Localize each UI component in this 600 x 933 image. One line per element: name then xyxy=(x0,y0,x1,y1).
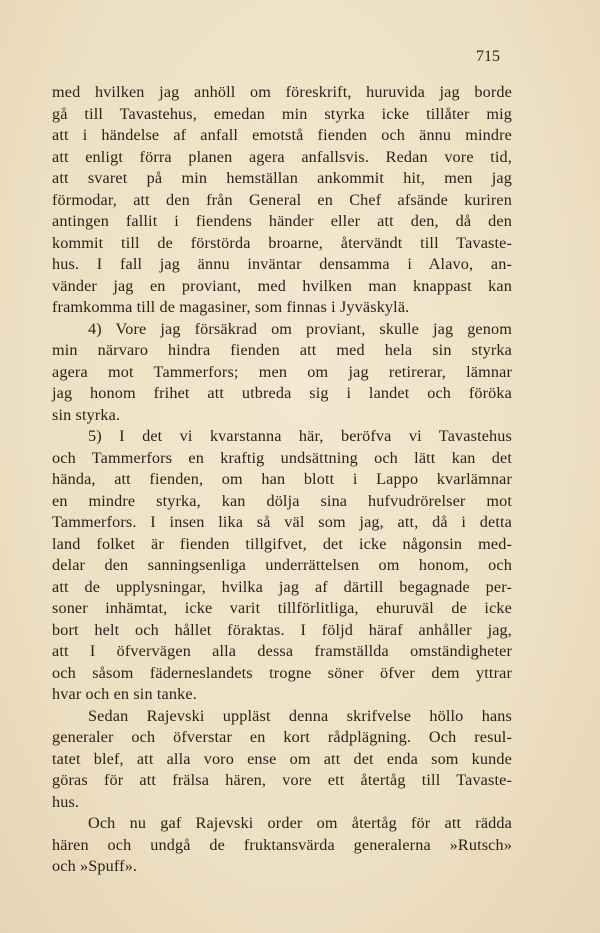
text-line: och såsom fäderneslandets trogne söner öfver dem yttrar xyxy=(52,663,512,682)
text-line: kommit till de förstörda broarne, återvändt till Tavaste- xyxy=(52,233,512,252)
text-line: att enligt förra planen agera anfallsvis. Redan vore tid, xyxy=(52,147,512,166)
text-line: att i händelse af anfall emotstå fienden och ännu mindre xyxy=(52,126,512,144)
text-line: hvar och en sin tanke. xyxy=(52,685,197,703)
text-line: tatet blef, att alla voro ense om att det enda som kunde xyxy=(52,749,512,768)
text-line: att svaret på min hemställan ankommit hit, men jag xyxy=(52,169,512,187)
text-line: Tammerfors. I insen lika så väl som jag, att, då i detta xyxy=(52,513,512,531)
text-line: förmodar, att den från General en Chef afsände kuriren xyxy=(52,190,512,209)
page-number: 715 xyxy=(476,48,500,65)
text-line: 5) I det vi kvarstanna här, beröfva vi Tavastehus xyxy=(88,427,512,445)
text-line: framkomma till de magasiner, som finnas i Jyväskylä. xyxy=(52,298,410,316)
text-line: soner inhämtat, icke varit tillförlitliga, ehuruväl de icke xyxy=(52,599,512,617)
text-line: 4) Vore jag försäkrad om proviant, skulle jag genom xyxy=(88,319,512,338)
text-line: sin styrka. xyxy=(52,405,121,424)
text-line: antingen fallit i fiendens händer eller att den, då den xyxy=(52,212,512,230)
text-line: Och nu gaf Rajevski order om återtåg för att rädda xyxy=(88,814,512,832)
text-line: min närvaro hindra fienden att med hela sin styrka xyxy=(52,341,512,359)
text-line: bort helt och hållet föraktas. I följd häraf anhåller jag, xyxy=(52,620,512,639)
text-line: vänder jag en proviant, med hvilken man knappast kan xyxy=(52,276,512,295)
text-line: med hvilken jag anhöll om föreskrift, huruvida jag borde xyxy=(52,83,512,101)
text-line: agera mot Tammerfors; men om jag retirerar, lämnar xyxy=(52,362,512,381)
text-line: att de upplysningar, hvilka jag af därtill begagnade per- xyxy=(52,577,512,596)
text-line: jag honom frihet att utbreda sig i landet och föröka xyxy=(52,384,512,402)
text-line: och »Spuff». xyxy=(52,857,138,875)
text-line: generaler och öfverstar en kort rådplägning. Och resul- xyxy=(52,728,512,746)
text-line: hären och undgå de fruktansvärda generalerna »Rutsch» xyxy=(52,835,512,854)
text-line: att I öfvervägen alla dessa framställda omständigheter xyxy=(52,642,512,660)
text-line: göras för att frälsa hären, vore ett återtåg till Tavaste- xyxy=(52,771,512,789)
text-line: gå till Tavastehus, emedan min styrka icke tillåter mig xyxy=(52,104,512,123)
text-line: hus. xyxy=(52,792,80,811)
text-line: en mindre styrka, kan dölja sina hufvudrörelser mot xyxy=(52,491,512,510)
text-line: delar den sanningsenliga underrättelsen om honom, och xyxy=(52,556,512,574)
body-text xyxy=(52,82,512,878)
text-line: hända, att fienden, om han blott i Lappo kvarlämnar xyxy=(52,470,512,488)
text-line: Sedan Rajevski uppläst denna skrifvelse höllo hans xyxy=(88,706,512,725)
text-line: och Tammerfors en kraftig undsättning och lätt kan det xyxy=(52,448,512,467)
text-line: land folket är fienden tillgifvet, det icke någonsin med- xyxy=(52,534,512,553)
text-line: hus. I fall jag ännu inväntar densamma i Alavo, an- xyxy=(52,255,512,273)
